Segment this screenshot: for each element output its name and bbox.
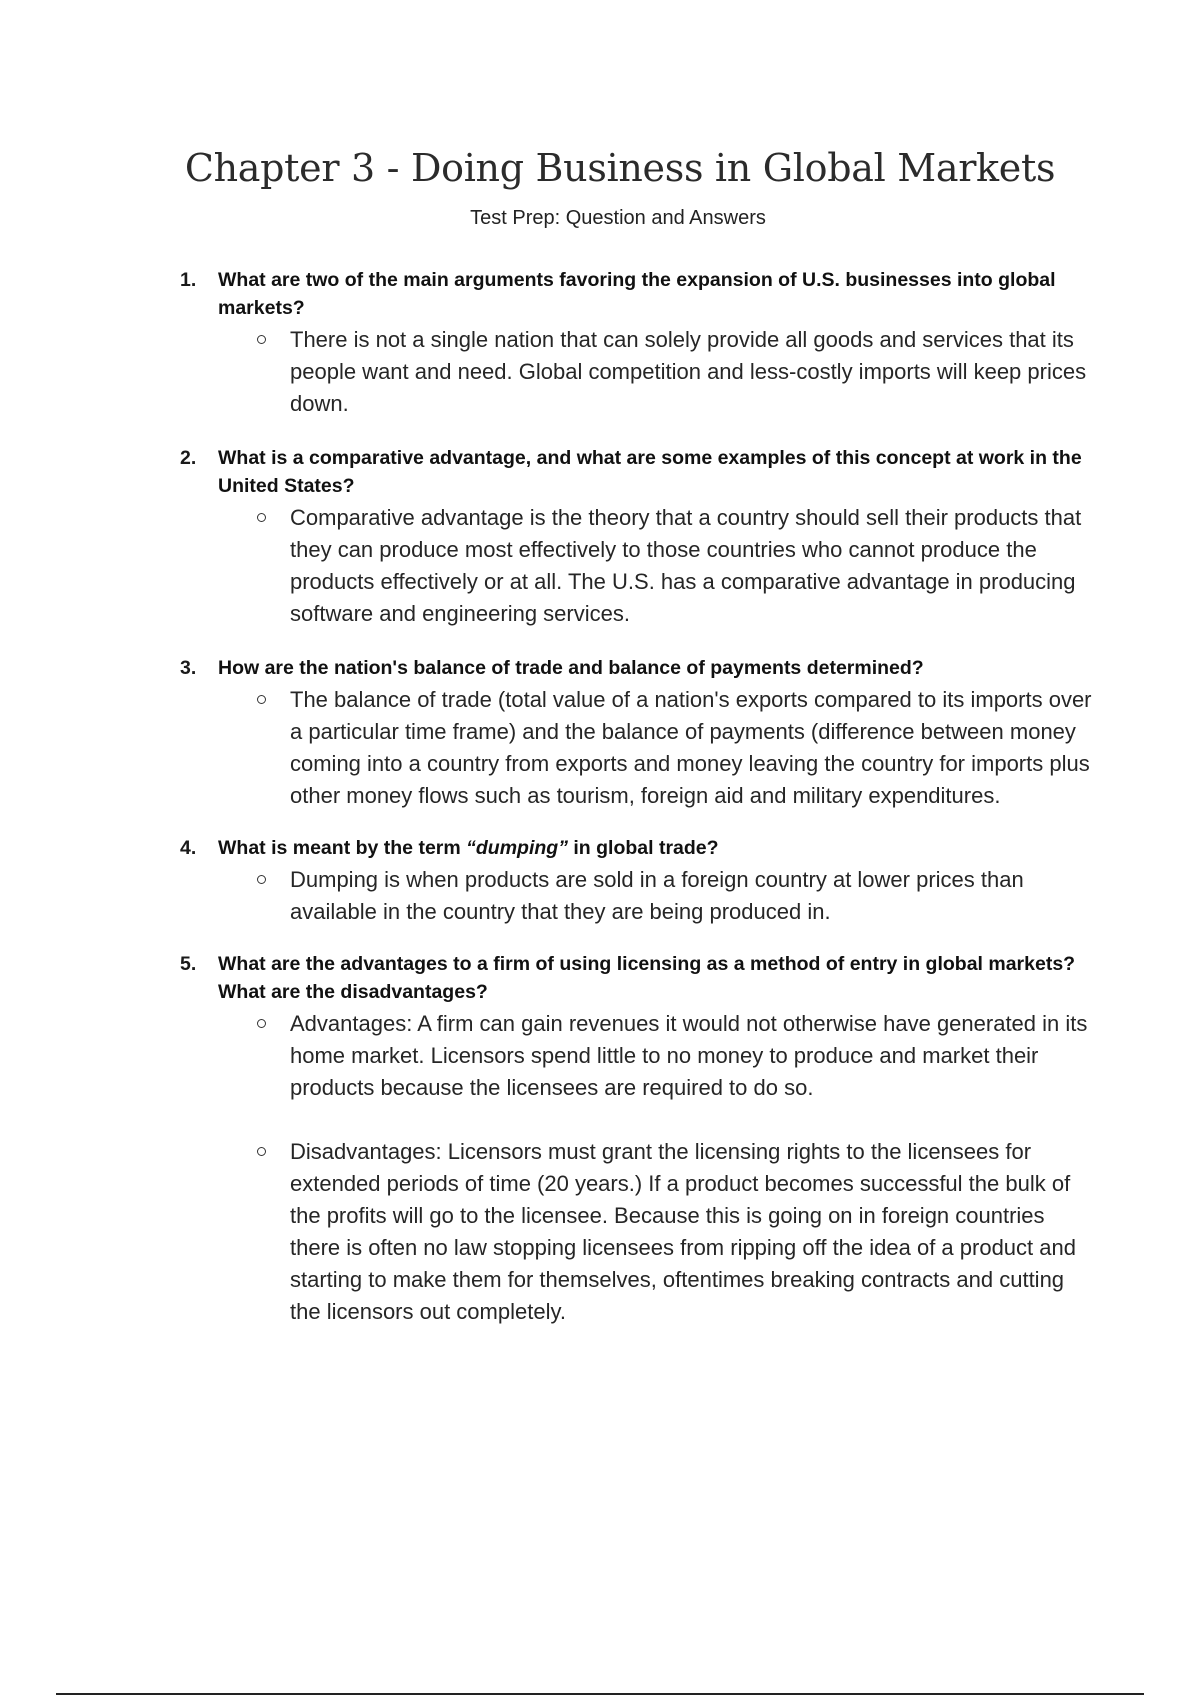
answer-text: Disadvantages: Licensors must grant the licensing rights to the licensees for extended periods of time (20 years.) If a product becomes successful the bulk of the profits will go to the licensee. Because this is going on in foreign countries there is often no law stopping licensees from ripping off the idea of a product and starting to make them for themselves, oftentimes breaking contracts and cutting the licensors out completely. [290,1139,1076,1324]
hollow-bullet-icon [257,1147,266,1156]
answer-list [218,502,1100,630]
question-text: What is meant by the term “dumping” in global trade? [218,837,719,859]
question-text: How are the nation's balance of trade and balance of payments determined? [218,657,924,679]
answer-text: There is not a single nation that can solely provide all goods and services that its people want and need. Global competition and less-costly imports will keep prices down. [290,327,1087,416]
question-list [180,266,1100,1328]
answer-list [218,1008,1100,1328]
document-title: Chapter 3 - Doing Business in Global Markets [184,146,1056,190]
hollow-bullet-icon [257,335,266,344]
answer-text: The balance of trade (total value of a nation's exports compared to its imports over a particular time frame) and the balance of payments (difference between money coming into a country from exports and money leaving the country for imports plus other money flows such as tourism, foreign aid and military expenditures. [290,687,1092,808]
answer-item-disadvantages [290,1136,1100,1328]
question-item-2 [180,444,1100,630]
question-number: 5. [180,953,197,975]
hollow-bullet-icon [257,513,266,522]
answer-item [290,324,1100,420]
hollow-bullet-icon [257,875,266,884]
question-item-5 [180,950,1100,1328]
answer-text: Comparative advantage is the theory that a country should sell their products that they can produce most effectively to those countries who cannot produce the products effectively or at all. The U.S. has a comparative advantage in producing software and engineering services. [290,505,1082,626]
question-text: What are the advantages to a firm of using licensing as a method of entry in global markets? What are the disadvantages? [218,953,1076,1003]
question-text: What is a comparative advantage, and what are some examples of this concept at work in the United States? [218,447,1082,497]
hollow-bullet-icon [257,695,266,704]
page-bottom-divider [56,1693,1144,1695]
answer-text: Advantages: A firm can gain revenues it would not otherwise have generated in its home market. Licensors spend little to no money to produce and market their products because the licensees are required to do so. [290,1011,1088,1100]
question-item-3 [180,654,1100,812]
emphasized-term: “dumping” [466,837,568,859]
question-number: 2. [180,447,197,469]
question-number: 3. [180,657,197,679]
document-subtitle: Test Prep: Question and Answers [470,207,766,229]
hollow-bullet-icon [257,1019,266,1028]
question-text: What are two of the main arguments favoring the expansion of U.S. businesses into global markets? [218,269,1056,319]
answer-item [290,864,1100,928]
question-number: 1. [180,269,197,291]
question-item-1 [180,266,1100,420]
answer-list [218,864,1100,928]
answer-item-advantages [290,1008,1100,1104]
answer-list [218,324,1100,420]
answer-item [290,684,1100,812]
question-number: 4. [180,837,197,859]
answer-text: Dumping is when products are sold in a foreign country at lower prices than available in the country that they are being produced in. [290,867,1024,924]
question-item-4 [180,834,1100,928]
answer-list [218,684,1100,812]
answer-item [290,502,1100,630]
